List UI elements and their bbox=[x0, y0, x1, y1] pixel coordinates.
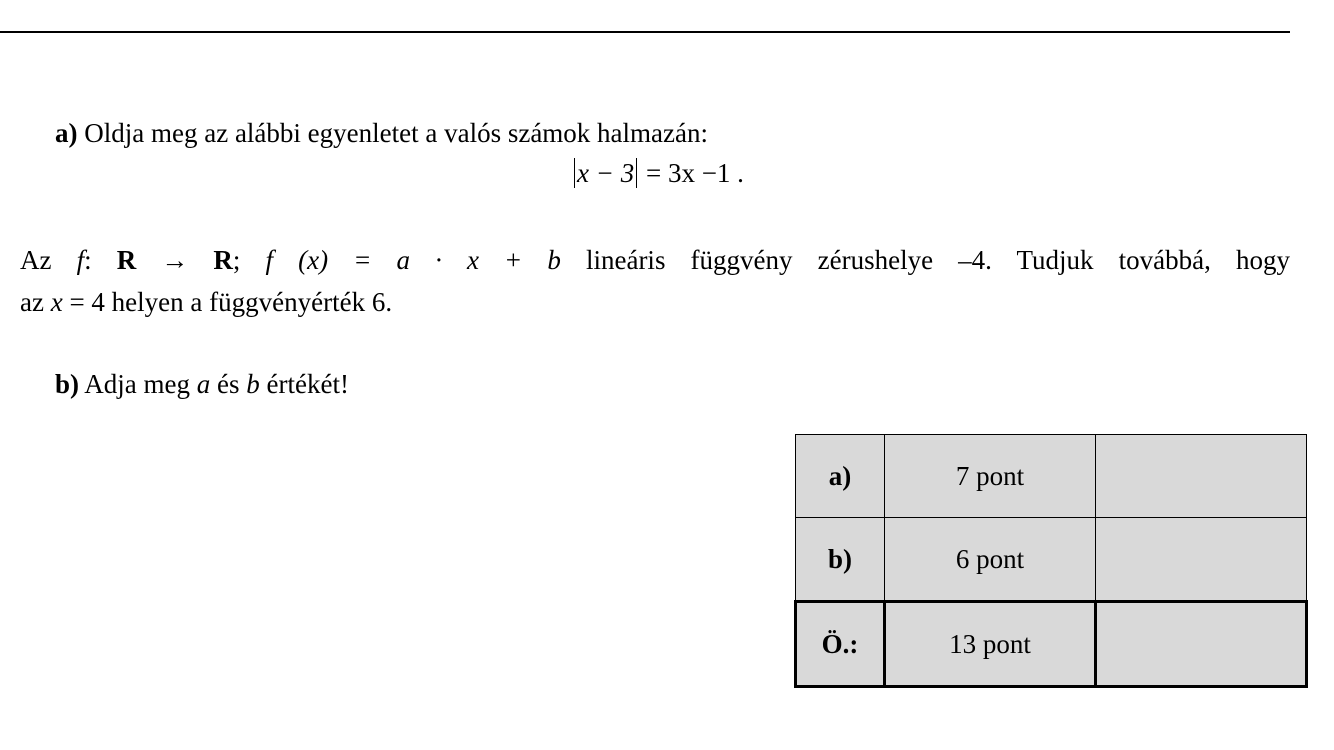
para-text: Az bbox=[20, 245, 77, 275]
problem-b-text: Adja meg bbox=[79, 369, 197, 399]
score-row-a bbox=[796, 435, 1307, 518]
score-earned-cell[interactable] bbox=[1096, 518, 1307, 602]
para-text: : bbox=[84, 245, 117, 275]
function-definition: f (x) = a · x + b bbox=[265, 245, 561, 275]
score-points: 13 pont bbox=[885, 602, 1096, 687]
score-earned-cell[interactable] bbox=[1096, 435, 1307, 518]
problem-a-text: Oldja meg az alábbi egyenletet a valós számok halmazán: bbox=[77, 118, 708, 148]
header-rule bbox=[0, 31, 1290, 33]
equation bbox=[572, 157, 744, 189]
equation-rhs: = 3x −1 . bbox=[645, 158, 744, 188]
score-points: 6 pont bbox=[885, 518, 1096, 602]
abs-bar-right bbox=[636, 158, 637, 188]
variable-x: x bbox=[50, 287, 63, 317]
score-points: 7 pont bbox=[885, 435, 1096, 518]
problem-b-statement bbox=[55, 368, 349, 400]
para-text: az bbox=[20, 287, 51, 317]
para-text: lineáris függvény zérushelye –4. Tudjuk továbbá, hogy bbox=[560, 245, 1290, 275]
score-row-total bbox=[796, 602, 1307, 687]
score-row-b bbox=[796, 518, 1307, 602]
score-label: b) bbox=[796, 518, 885, 602]
real-set-symbol: R bbox=[213, 245, 233, 275]
score-label: Ö.: bbox=[796, 602, 885, 687]
paragraph-line-2 bbox=[20, 286, 1290, 318]
score-table bbox=[794, 434, 1308, 688]
problem-b-text: értékét! bbox=[259, 369, 349, 399]
arrow-symbol: → bbox=[136, 245, 214, 275]
para-text: ; bbox=[232, 245, 266, 275]
equation-abs-inner: x − 3 bbox=[577, 158, 635, 188]
problem-b-label: b) bbox=[55, 369, 80, 399]
problem-b-text: és bbox=[210, 369, 247, 399]
score-earned-cell[interactable] bbox=[1096, 602, 1307, 687]
abs-bar-left bbox=[574, 158, 575, 188]
score-label: a) bbox=[796, 435, 885, 518]
variable-a: a bbox=[196, 369, 211, 399]
variable-b: b bbox=[246, 369, 260, 399]
para-text: = 4 helyen a függvényérték 6. bbox=[62, 287, 393, 317]
paragraph-line-1 bbox=[20, 244, 1290, 276]
function-name: f bbox=[76, 245, 85, 275]
problem-a-label: a) bbox=[55, 118, 78, 148]
real-set-symbol: R bbox=[116, 245, 137, 275]
problem-a-statement bbox=[55, 117, 708, 149]
